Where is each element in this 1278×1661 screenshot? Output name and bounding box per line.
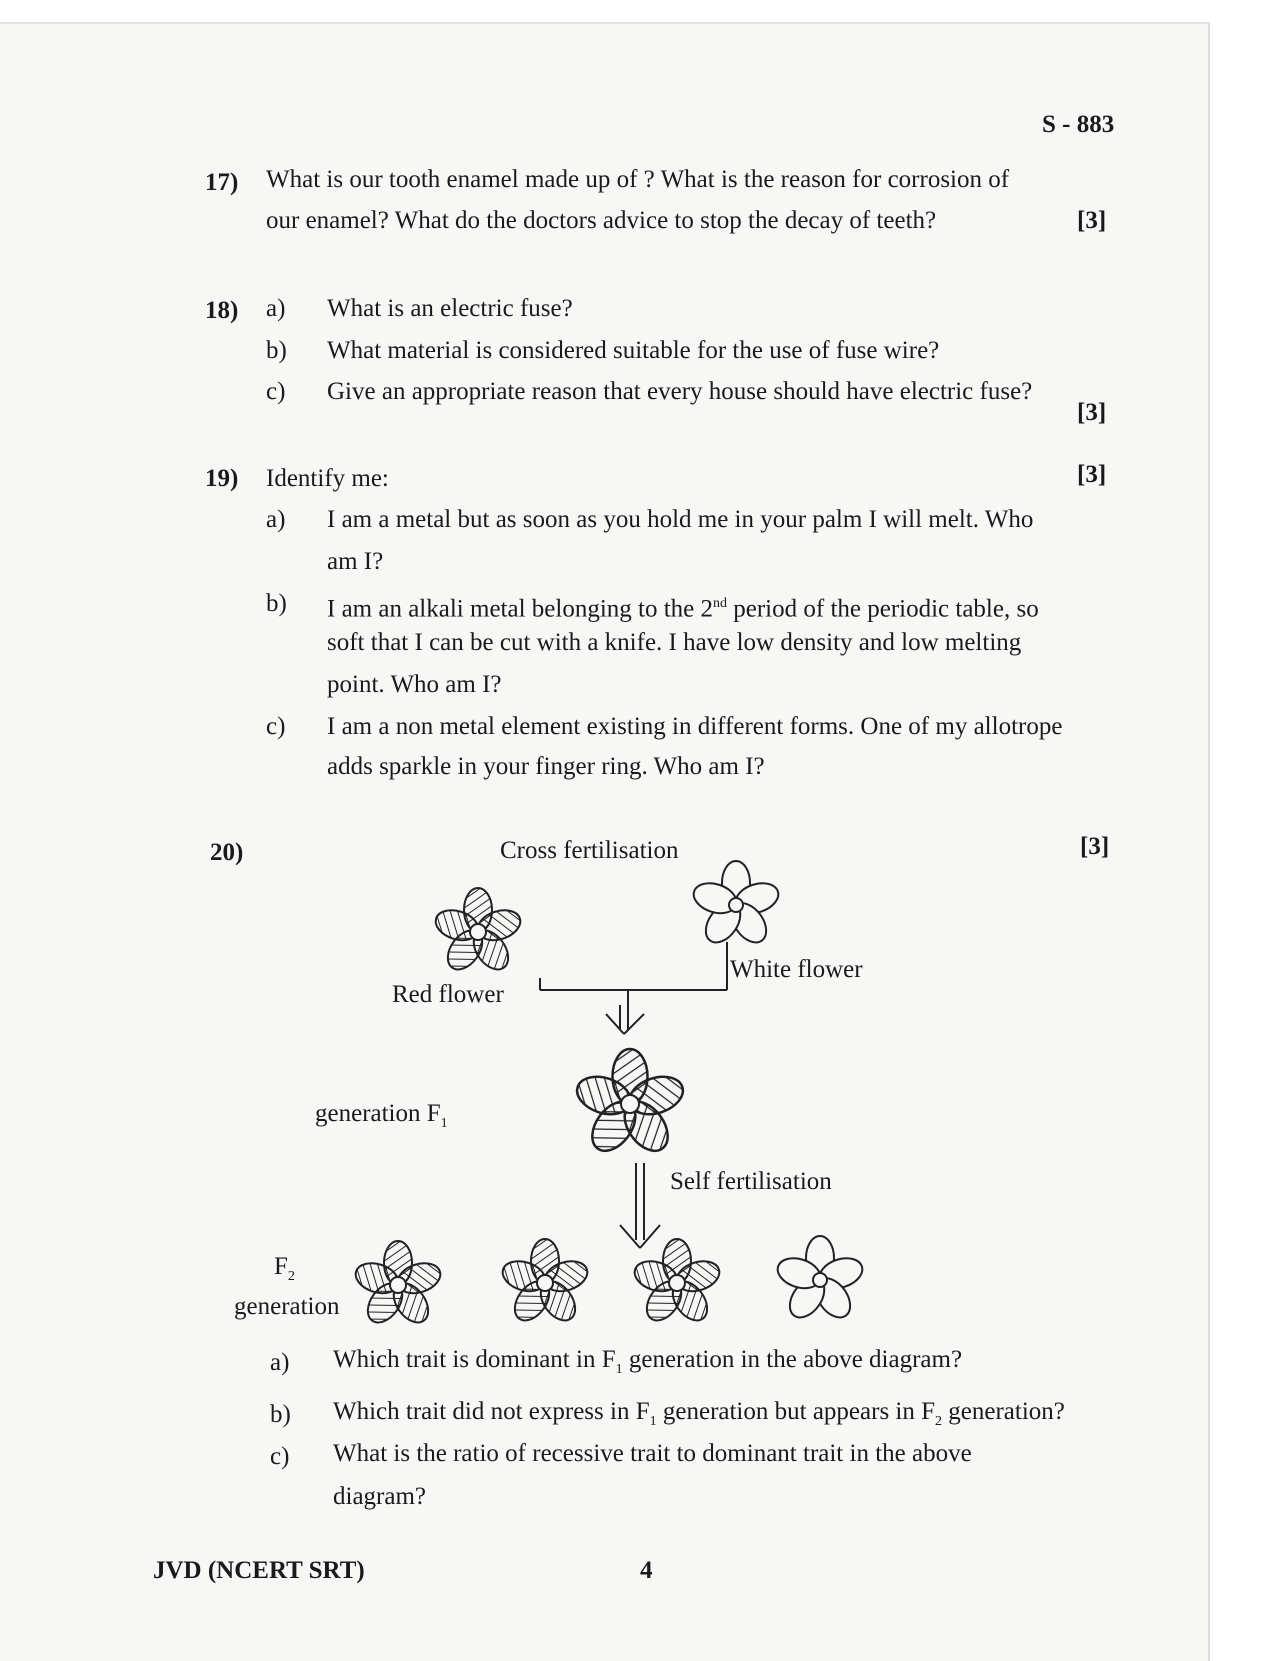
q17-marks: [3] (1077, 207, 1107, 234)
q19-c-line2: adds sparkle in your finger ring. Who am I? (327, 753, 765, 780)
f2-generation-label: generation (234, 1293, 340, 1320)
q19-b-label: b) (266, 590, 287, 617)
q19-b-line3: point. Who am I? (327, 671, 502, 698)
red-flower-label: Red flower (392, 981, 504, 1008)
q20-a-text: Which trait is dominant in $F_1$ generation in the above diagram? (333, 1346, 963, 1377)
q18-c-label: c) (266, 378, 286, 405)
f1-flower-icon (572, 1049, 687, 1159)
self-fertilisation-label: Self fertilisation (670, 1168, 832, 1195)
q17-line2: our enamel? What do the doctors advice to stop the decay of teeth? (266, 207, 937, 234)
q19-a-label: a) (266, 506, 286, 533)
q19-a-line2: am I? (327, 548, 384, 575)
q20-number: 20) (210, 839, 244, 866)
f2-label: $F_2$ (274, 1253, 295, 1284)
page-number: 4 (640, 1557, 653, 1584)
white-flower-label: White flower (730, 956, 863, 983)
red-flower-icon (432, 888, 524, 976)
q19-marks: [3] (1077, 461, 1107, 488)
q20-a-label: a) (270, 1349, 290, 1376)
q19-c-label: c) (266, 713, 286, 740)
footer-series: JVD (NCERT SRT) (153, 1557, 365, 1584)
q20-c-line1: What is the ratio of recessive trait to dominant trait in the above (333, 1440, 972, 1467)
q19-b-line1: I am an alkali metal belonging to the 2nd period of the periodic table, so (327, 595, 1039, 623)
cross-connector (540, 942, 727, 1034)
cross-fertilisation-label: Cross fertilisation (500, 837, 679, 864)
q20-marks: [3] (1080, 833, 1110, 860)
q18-a-label: a) (266, 295, 286, 322)
self-fertilisation-arrow (620, 1163, 660, 1248)
q18-marks: [3] (1077, 399, 1107, 426)
paper-code: S - 883 (1042, 111, 1115, 138)
q19-number: 19) (205, 465, 239, 492)
f1-generation-label: generation $F_1$ (315, 1100, 448, 1131)
q20-c-label: c) (270, 1443, 290, 1470)
q19-a-line1: I am a metal but as soon as you hold me in your palm I will melt. Who (327, 506, 1034, 533)
q20-c-line2: diagram? (333, 1483, 427, 1510)
f2-flower-4-icon (774, 1236, 866, 1324)
q18-number: 18) (205, 297, 239, 324)
f2-flower-1-icon (352, 1241, 444, 1329)
q19-b-line2: soft that I can be cut with a knife. I have low density and low melting (327, 629, 1022, 656)
q18-b-text: What material is considered suitable for the use of fuse wire? (327, 337, 940, 364)
q20-b-text: Which trait did not express in $F_1$ generation but appears in $F_2$ generation? (333, 1398, 1065, 1429)
q18-b-label: b) (266, 337, 287, 364)
q17-line1: What is our tooth enamel made up of ? What is the reason for corrosion of (266, 166, 1010, 193)
f2-flower-3-icon (631, 1239, 723, 1327)
q19-c-line1: I am a non metal element existing in different forms. One of my allotrope (327, 713, 1063, 740)
q18-a-text: What is an electric fuse? (327, 295, 573, 322)
q19-title: Identify me: (266, 465, 389, 492)
q17-number: 17) (205, 169, 239, 196)
f2-flower-2-icon (499, 1239, 591, 1327)
white-flower-icon (690, 861, 782, 949)
q18-c-text: Give an appropriate reason that every house should have electric fuse? (327, 378, 1033, 405)
q20-b-label: b) (270, 1401, 291, 1428)
